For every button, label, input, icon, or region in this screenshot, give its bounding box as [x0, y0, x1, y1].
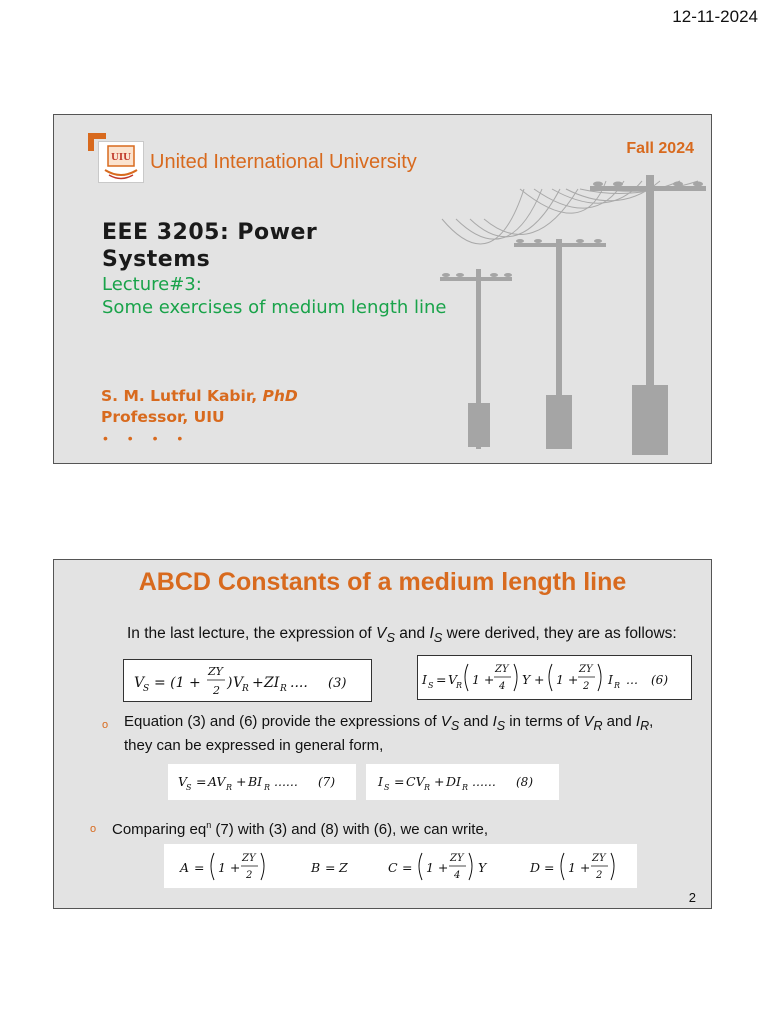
equation-3 [124, 660, 370, 700]
svg-text:=: = [394, 774, 405, 789]
svg-text:I: I [608, 672, 613, 687]
svg-text:ZY: ZY [495, 664, 509, 675]
svg-text:R: R [462, 783, 469, 792]
svg-text:BI: BI [248, 774, 263, 789]
bullet-1-line-2: they can be expressed in general form, [124, 737, 384, 754]
svg-text:D: D [530, 860, 541, 875]
abcd-equations [164, 844, 637, 888]
b1-b: and [459, 713, 493, 730]
svg-text:R: R [264, 783, 271, 792]
author-line [101, 387, 298, 405]
eq8-label: (8) [516, 775, 533, 789]
svg-text:= (1 +: = (1 + [154, 675, 201, 691]
equation-6 [418, 656, 690, 698]
svg-text:+: + [252, 675, 264, 691]
abcd-constants-slide [53, 559, 712, 909]
svg-text:R: R [456, 681, 463, 690]
eq3-label: (3) [328, 676, 347, 691]
svg-text:C: C [388, 860, 398, 875]
svg-text:......: ...... [274, 774, 298, 789]
course-title: EEE 3205: Power Systems [102, 220, 318, 272]
b1-d: and [602, 713, 636, 730]
author-name: S. M. Lutful Kabir, [101, 387, 263, 405]
bullet-1 [102, 712, 684, 755]
b2-sup: n [206, 820, 212, 830]
svg-text:=: = [436, 672, 447, 687]
svg-text:I: I [378, 774, 383, 789]
b1-a: Equation (3) and (6) provide the expressions of [124, 713, 441, 730]
svg-text:V: V [178, 774, 188, 789]
svg-text:S: S [428, 681, 434, 690]
bullet-marker: o [90, 823, 97, 835]
eq6-label: (6) [651, 673, 668, 687]
equation-8 [366, 764, 559, 800]
author-title: Professor, UIU [101, 408, 225, 426]
university-name: United International University [150, 151, 417, 173]
svg-text:R: R [614, 681, 621, 690]
svg-text:R: R [280, 684, 287, 694]
equation-8-box [366, 764, 559, 800]
svg-text:Z: Z [339, 860, 348, 875]
svg-text:V: V [134, 675, 145, 691]
svg-text:2: 2 [583, 681, 590, 692]
svg-text:+: + [534, 672, 545, 687]
uiu-logo-icon [99, 142, 143, 182]
lecture-topic: Some exercises of medium length line [102, 297, 447, 318]
page-date: 12-11-2024 [672, 7, 758, 26]
svg-text:R: R [424, 783, 431, 792]
svg-text:...: ... [626, 672, 638, 687]
svg-text:ZY: ZY [450, 853, 464, 864]
svg-text:CV: CV [406, 774, 425, 789]
bullet-marker: o [102, 719, 109, 731]
svg-text:......: ...... [472, 774, 496, 789]
svg-text:2: 2 [596, 870, 603, 881]
eq7-label: (7) [318, 775, 335, 789]
term-label: Fall 2024 [626, 140, 694, 157]
intro-mid: and [394, 625, 430, 642]
svg-text:1 +: 1 + [426, 860, 449, 875]
svg-text:S: S [143, 684, 150, 694]
bullet-2 [90, 816, 672, 839]
svg-text:=: = [325, 860, 336, 875]
svg-text:I: I [422, 672, 427, 687]
svg-text:+: + [434, 774, 445, 789]
svg-text:=: = [196, 774, 207, 789]
slide-title: ABCD Constants of a medium length line [138, 568, 627, 596]
power-poles-illustration [434, 171, 712, 461]
svg-text:Y: Y [478, 860, 487, 875]
equation-6-box [417, 655, 692, 700]
svg-text:B: B [311, 860, 321, 875]
intro-prefix: In the last lecture, the expression of [127, 625, 376, 642]
svg-text:V: V [233, 675, 244, 691]
svg-text:ZY: ZY [242, 853, 256, 864]
svg-text:=: = [544, 860, 555, 875]
svg-text:+: + [236, 774, 247, 789]
b2-b: (7) with (3) and (8) with (6), we can write, [211, 821, 488, 838]
svg-text:1 +: 1 + [568, 860, 591, 875]
svg-text:=: = [194, 860, 205, 875]
b2-a: Comparing eq [112, 821, 207, 838]
svg-text:....: .... [290, 675, 308, 691]
svg-text:4: 4 [499, 681, 506, 692]
logo-text: UIU [111, 153, 131, 163]
svg-text:AV: AV [208, 774, 226, 789]
svg-text:1 +: 1 + [218, 860, 241, 875]
intro-suffix: were derived, they are as follows: [442, 625, 677, 642]
svg-text:V: V [448, 672, 458, 687]
slide-page-number: 2 [688, 890, 696, 905]
svg-text:1 +: 1 + [472, 672, 495, 687]
svg-text:4: 4 [454, 870, 461, 881]
svg-text:2: 2 [246, 870, 253, 881]
svg-text:ZY: ZY [592, 853, 606, 864]
svg-text:R: R [226, 783, 233, 792]
university-logo [98, 141, 144, 183]
svg-text:DI: DI [446, 774, 461, 789]
author-degree: PhD [262, 387, 298, 405]
svg-text:S: S [384, 783, 390, 792]
svg-text:1 +: 1 + [556, 672, 579, 687]
lecture-title [102, 273, 482, 319]
svg-text:): ) [227, 675, 233, 691]
decorative-dots: • • • • [103, 430, 191, 446]
svg-text:S: S [186, 783, 192, 792]
svg-text:ZI: ZI [264, 675, 280, 691]
title-slide [53, 114, 712, 464]
svg-text:Y: Y [522, 672, 531, 687]
svg-text:A: A [180, 860, 190, 875]
bullet-1-line-1: Equation (3) and (6) provide the expressions of $V_S$ and $I_S$ in terms of $V_R$ and $I_R$, [124, 713, 654, 733]
abcd-equations-box [164, 844, 637, 888]
svg-text:2: 2 [213, 684, 220, 697]
equation-7 [168, 764, 356, 800]
lecture-number: Lecture#3: [102, 274, 202, 295]
intro-text: In the last lecture, the expression of $V_S$ and $I_S$ were derived, they are as follows: [127, 625, 677, 646]
equation-3-box [123, 659, 372, 702]
svg-text:=: = [402, 860, 413, 875]
svg-text:R: R [242, 684, 249, 694]
svg-text:ZY: ZY [208, 665, 223, 678]
b1-c: in terms of [505, 713, 584, 730]
svg-text:ZY: ZY [579, 664, 593, 675]
equation-7-box [168, 764, 356, 800]
